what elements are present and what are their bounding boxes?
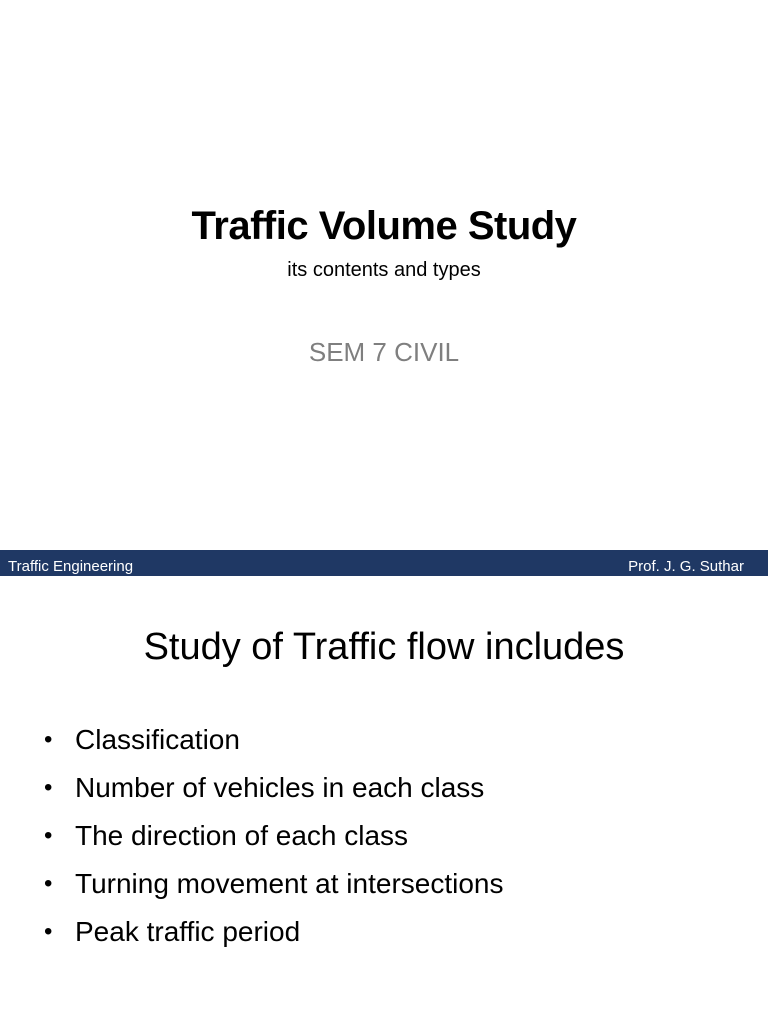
bullet-icon: • xyxy=(44,918,53,945)
footer-author: Prof. J. G. Suthar xyxy=(628,558,744,575)
bullet-item xyxy=(44,908,504,956)
bullet-item xyxy=(44,764,504,812)
bullet-icon: • xyxy=(44,822,53,849)
footer-course-name: Traffic Engineering xyxy=(8,558,134,575)
content-slide xyxy=(0,576,768,1024)
bullet-text: Peak traffic period xyxy=(75,916,301,947)
bullet-icon: • xyxy=(44,870,53,897)
bullet-text: Number of vehicles in each class xyxy=(75,772,485,803)
bullet-list xyxy=(44,716,504,956)
slide-footer-bar xyxy=(0,550,768,576)
bullet-text: Classification xyxy=(75,724,240,755)
content-heading: Study of Traffic flow includes xyxy=(143,626,625,668)
bullet-item xyxy=(44,860,504,908)
slide-title: Traffic Volume Study xyxy=(191,204,577,248)
bullet-icon: • xyxy=(44,774,53,801)
bullet-text: The direction of each class xyxy=(75,820,409,851)
slide-subtitle: its contents and types xyxy=(287,259,481,281)
bullet-item xyxy=(44,812,504,860)
semester-label: SEM 7 CIVIL xyxy=(308,337,460,367)
bullet-icon: • xyxy=(44,726,53,753)
bullet-text: Turning movement at intersections xyxy=(75,868,504,899)
bullet-item xyxy=(44,716,504,764)
